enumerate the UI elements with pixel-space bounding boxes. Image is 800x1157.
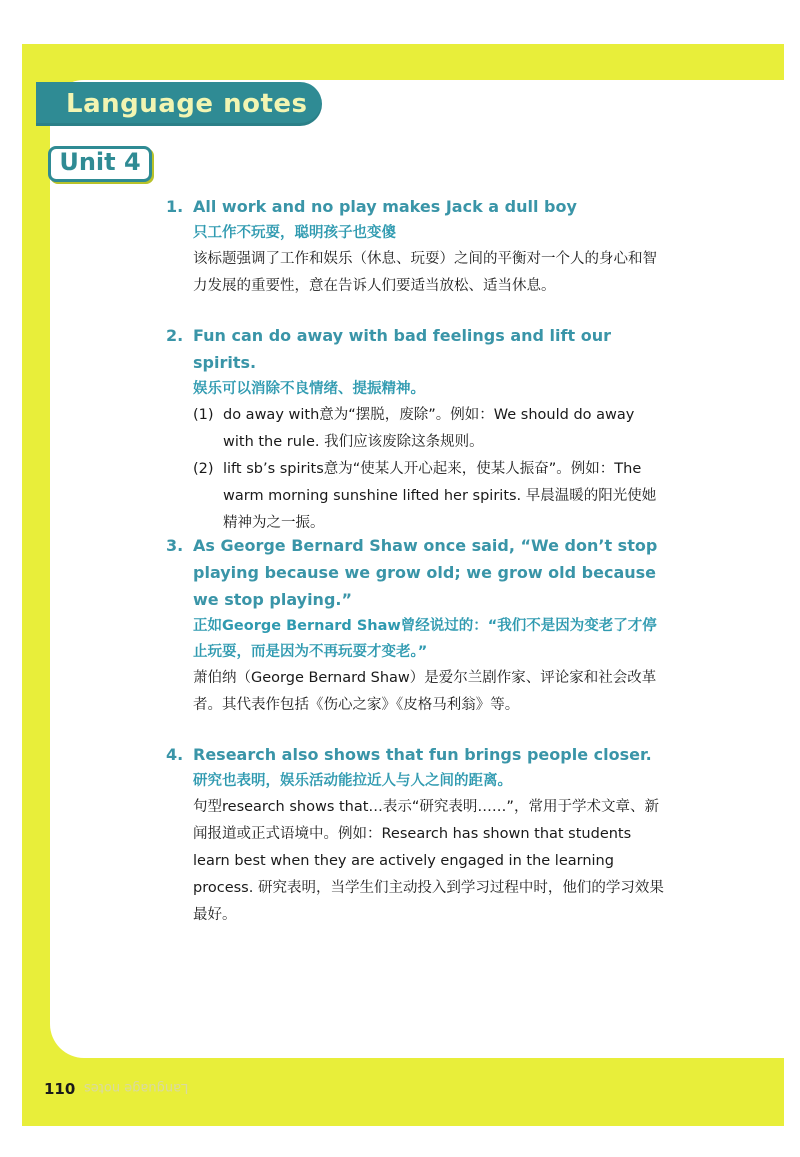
note-1 [166,193,666,300]
note-number: 4. [166,745,184,764]
note-explanation: 句型research shows that…表示“研究表明……”，常用于学术文章、新闻报道或正式语境中。例如：Research has shown that students learn best when they are actively engaged in the learning process. 研究表明，当学生们主动投入到学习过程中时，他们的学习效果最好。 [193,799,664,923]
note-english-sentence: Fun can do away with bad feelings and lift our spirits. [193,326,611,372]
page-number: 110 [44,1080,76,1098]
sub-item-label: (1) [193,407,214,423]
note-chinese-translation: 正如George Bernard Shaw曾经说过的：“我们不是因为变老了才停止玩耍，而是因为不再玩耍才变老。” [193,618,657,660]
sub-item-text: do away with意为“摆脱，废除”。例如：We should do away with the rule. 我们应该废除这条规则。 [223,407,635,450]
note-2 [166,322,666,537]
note-4 [166,741,666,929]
note-chinese-translation: 娱乐可以消除不良情绪、提振精神。 [193,381,425,397]
note-number: 1. [166,197,184,216]
note-number: 2. [166,326,184,345]
note-explanation: 萧伯纳（George Bernard Shaw）是爱尔兰剧作家、评论家和社会改革者。其代表作包括《伤心之家》《皮格马利翁》等。 [193,670,657,713]
note-chinese-translation: 只工作不玩耍，聪明孩子也变傻 [193,225,396,241]
note-sub-item [193,402,666,456]
sub-item-text: lift sb’s spirits意为“使某人开心起来，使某人振奋”。例如：The warm morning sunshine lifted her spirits. 早晨温暖的阳光使她精神为之一振。 [223,461,657,531]
note-3 [166,532,666,719]
note-english-sentence: All work and no play makes Jack a dull boy [193,197,577,216]
note-english-sentence: Research also shows that fun brings people closer. [193,745,652,764]
sub-item-label: (2) [193,461,214,477]
note-english-sentence: As George Bernard Shaw once said, “We don’t stop playing because we grow old; we grow old because we stop playing.” [193,536,658,609]
note-number: 3. [166,536,184,555]
note-explanation: 该标题强调了工作和娱乐（休息、玩耍）之间的平衡对一个人的身心和智力发展的重要性，意在告诉人们要适当放松、适当休息。 [193,251,657,294]
running-head-bleed: Language notes [84,1080,189,1095]
page-title: Language notes [66,89,308,119]
note-sub-item [193,456,666,537]
note-chinese-translation: 研究也表明，娱乐活动能拉近人与人之间的距离。 [193,773,512,789]
unit-label: Unit 4 [59,148,141,176]
